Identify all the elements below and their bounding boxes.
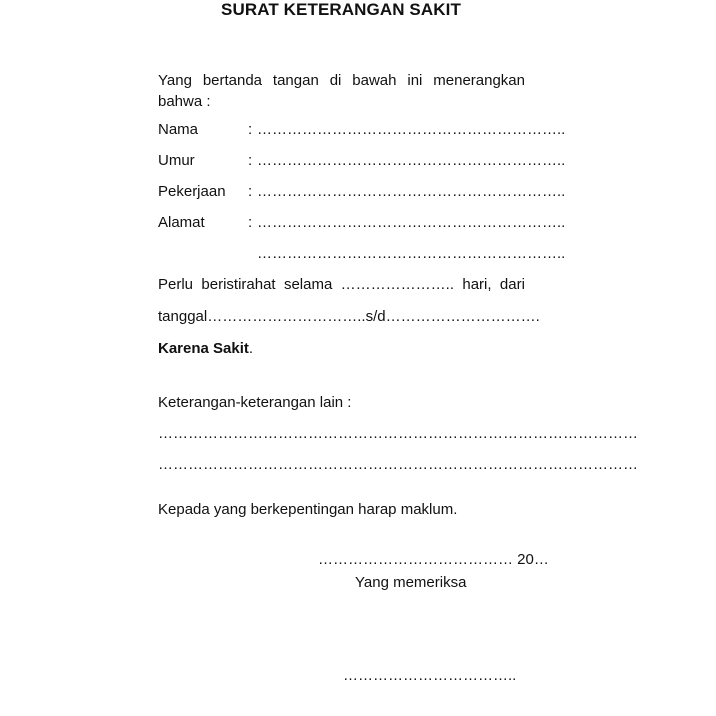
date-start-blank: …………………………..	[207, 308, 366, 325]
date-word-tanggal: tanggal	[158, 308, 208, 325]
rest-word-beristirahat: beristirahat	[201, 276, 276, 293]
examiner-label: Yang memeriksa	[355, 574, 467, 591]
rest-word-selama: selama	[283, 276, 333, 293]
field-blank-pekerjaan: ……………………………………………………..	[257, 183, 566, 200]
field-blank-alamat-continuation: ……………………………………………………..	[257, 245, 566, 262]
notes-blank-line-2: ……………………………………………………………………………………	[158, 456, 638, 473]
notes-label: Keterangan-keterangan lain :	[158, 394, 352, 411]
field-label-umur: Umur	[158, 152, 195, 169]
field-label-pekerjaan: Pekerjaan	[158, 183, 226, 200]
field-colon-alamat: :	[248, 214, 253, 231]
rest-days-blank: …………………..	[340, 276, 455, 293]
date-range-line	[158, 308, 540, 325]
date-word-sd: s/d	[365, 308, 386, 325]
intro-paragraph: Yang bertanda tangan di bawah ini menerangkan bahwa :	[158, 72, 525, 110]
field-blank-alamat: ……………………………………………………..	[257, 214, 566, 231]
rest-word-perlu: Perlu	[158, 276, 194, 293]
date-end-blank: ………………………….	[385, 308, 540, 325]
rest-duration-line	[158, 276, 525, 293]
field-blank-nama: ……………………………………………………..	[257, 121, 566, 138]
field-colon-nama: :	[248, 121, 253, 138]
field-label-nama: Nama	[158, 121, 199, 138]
document-title: SURAT KETERANGAN SAKIT	[221, 0, 461, 19]
notes-blank-line-1: ……………………………………………………………………………………	[158, 425, 638, 442]
rest-word-hari: hari,	[462, 276, 492, 293]
field-colon-pekerjaan: :	[248, 183, 253, 200]
reason-line	[158, 340, 253, 357]
closing-statement: Kepada yang berkepentingan harap maklum.	[158, 501, 458, 518]
field-colon-umur: :	[248, 152, 253, 169]
signature-blank: ……………………………..	[343, 667, 517, 684]
reason-period: .	[248, 340, 254, 357]
place-date-blank: ………………………………… 20…	[318, 551, 549, 568]
field-label-alamat: Alamat	[158, 214, 205, 231]
rest-word-dari: dari	[499, 276, 525, 293]
field-blank-umur: ……………………………………………………..	[257, 152, 566, 169]
reason-bold-text: Karena Sakit	[158, 340, 249, 357]
